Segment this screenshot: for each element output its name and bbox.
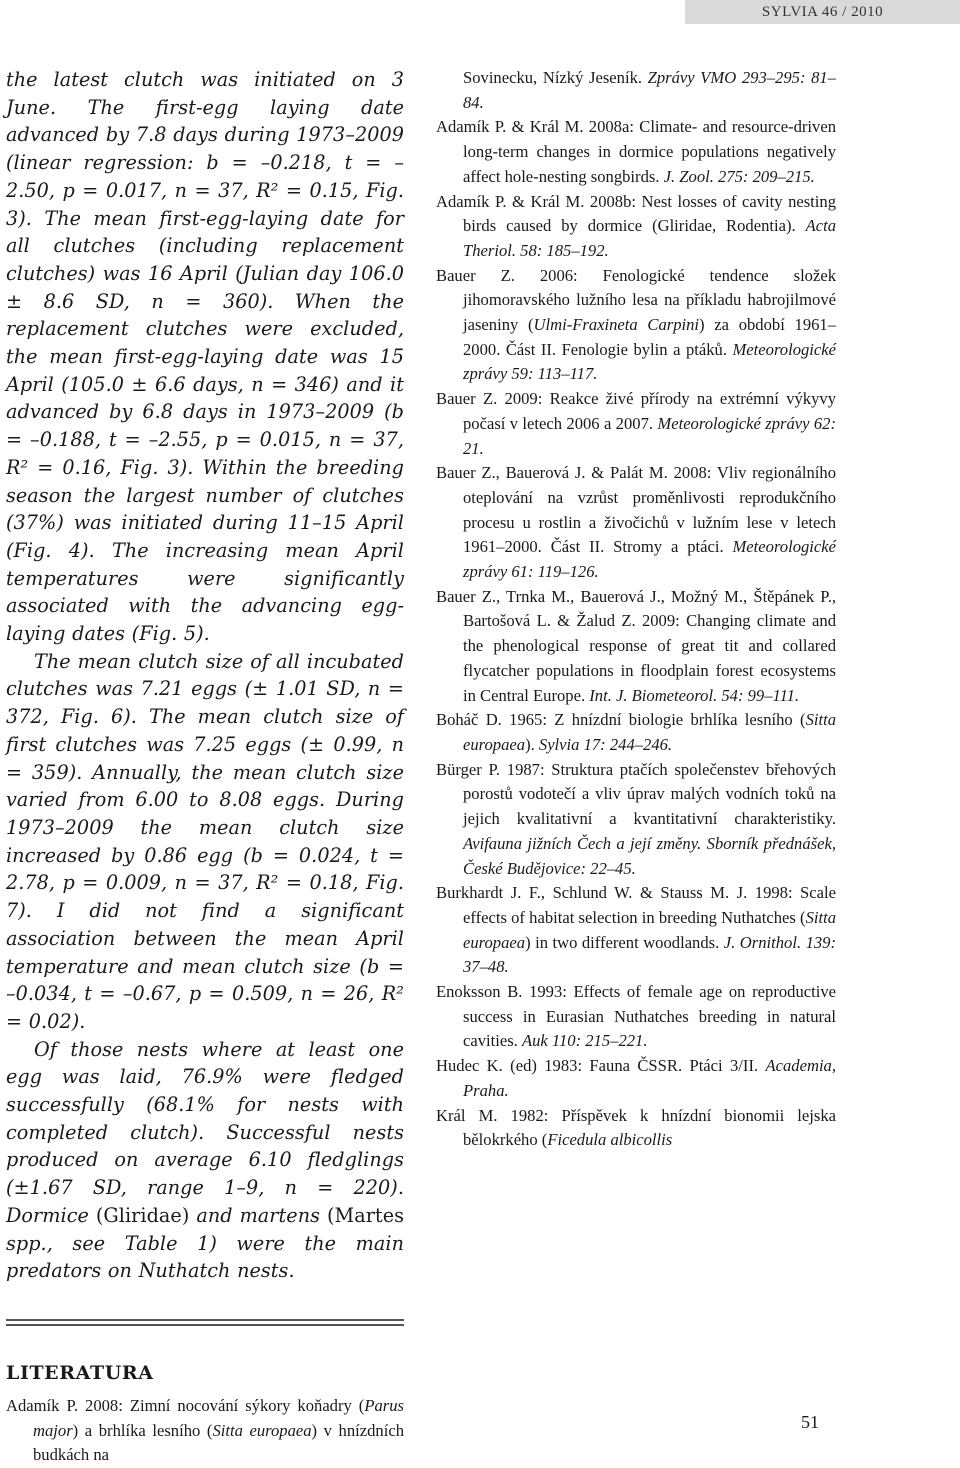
reference-kral-1982: Král M. 1982: Příspěvek k hnízdní bionomii lejska bělokrkého (Ficedula albicollis — [436, 1105, 836, 1150]
reference-enoksson-1993: Enoksson B. 1993: Effects of female age on reproductive success in Eurasian Nuthatches breeding in natural cavities. Auk 110: 215–221. — [436, 982, 836, 1051]
reference-burger-1987: Bürger P. 1987: Struktura ptačích společenstev břehových porostů vodotečí a vliv úprav malých vodních toků na jejich kvalitativní a kvantitativní charakteristiky. Avifauna jižních Čech a její změny. Sborník přednášek, České Budějovice: 22–45. — [436, 759, 836, 878]
journal-header: SYLVIA 46 / 2010 — [685, 0, 960, 24]
results-paragraph-breeding-success — [6, 1036, 404, 1285]
reference-bauer-trnka-2009: Bauer Z., Trnka M., Bauerová J., Možný M., Štěpánek P., Bartošová L. & Žalud Z. 2009: Changing climate and the phenological response of great tit and collared flycatcher populations in floodplain forest ecosystems in Central Europe. Int. J. Biometeorol. 54: 99–111. — [436, 586, 836, 705]
reference-bauer-2006: Bauer Z. 2006: Fenologické tendence složek jihomoravského lužního lesa na příkladu habrojilmové jaseniny (Ulmi-Fraxineta Carpini) za období 1961–2000. Část II. Fenologie bylin a ptáků. Meteorologické zprávy 59: 113–117. — [436, 265, 837, 384]
clutch-size-text: The mean clutch size of all incubated clutches was 7.21 eggs (± 1.01 SD, n = 372, Fig. 6). The mean clutch size of first clutches was 7.25 eggs (± 0.99, n = 359). Annually, the mean clutch size varied from 6.00 to 8.08 eggs. During 1973–2009 the mean clutch size increased by 0.86 egg (b = 0.024, t = 2.78, p = 0.009, n = 37, R² = 0.18, Fig. 7). I did not find a significant association between the mean April temperature and mean clutch size (b = –0.034, t = –0.67, p = 0.509, n = 26, R² = 0.02). — [6, 649, 404, 1033]
success-text-e: spp., see Table 1) were the main predators on Nuthatch nests. — [6, 1231, 404, 1283]
reference-burkhardt-1998: Burkhardt J. F., Schlund W. & Stauss M. J. 1998: Scale effects of habitat selection in breeding Nuthatches (Sitta europaea) in two different woodlands. J. Ornithol. 139: 37–48. — [436, 883, 837, 977]
success-text-b: (Gliridae) — [95, 1203, 190, 1227]
left-column — [6, 66, 404, 1468]
section-divider — [6, 1319, 404, 1326]
results-paragraph-clutch-size — [6, 648, 404, 1036]
literature-heading: LITERATURA — [6, 1361, 154, 1384]
success-text-a: Of those nests where at least one egg was laid, 76.9% were fledged successfully (68.1% for nests with completed clutch). Successful nests produced on average 6.10 fledglings (±1.67 SD, range 1–9, n = 220). Dormice — [6, 1037, 404, 1227]
page-number: 51 — [801, 1412, 819, 1432]
results-paragraph-egg-laying: the latest clutch was initiated on 3 June. The first-egg laying date advanced by 7.8 days during 1973–2009 (linear regression: b = –0.218, t = –2.50, p = 0.017, n = 37, R² = 0.15, Fig. 3). The mean first-egg-laying date for all clutches (including replacement clutches) was 16 April (Julian day 106.0 ± 8.6 SD, n = 360). When the replacement clutches were excluded, the mean first-egg-laying date was 15 April (105.0 ± 6.6 days, n = 346) and it advanced by 6.8 days in 1973–2009 (b = –0.188, t = –2.55, p = 0.015, n = 37, R² = 0.16, Fig. 3). Within the breeding season the largest number of clutches (37%) was initiated during 11–15 April (Fig. 4). The increasing mean April temperatures were significantly associated with the advancing egg-laying dates (Fig. 5). — [6, 68, 404, 646]
reference-adamik-2008-cont: Sovinecku, Nízký Jeseník. Zprávy VMO 293–295: 81–84. — [463, 68, 836, 112]
right-column — [436, 66, 836, 1153]
success-text-c: and martens — [189, 1203, 327, 1227]
success-text-d: (Martes — [326, 1203, 404, 1227]
reference-bohac-1965: Boháč D. 1965: Z hnízdní biologie brhlíka lesního (Sitta europaea). Sylvia 17: 244–246. — [436, 710, 836, 754]
reference-adamik-kral-2008a: Adamík P. & Král M. 2008a: Climate- and resource-driven long-term changes in dormice populations negatively affect hole-nesting songbirds. J. Zool. 275: 209–215. — [436, 117, 836, 186]
reference-hudec-1983: Hudec K. (ed) 1983: Fauna ČSSR. Ptáci 3/II. Academia, Praha. — [436, 1056, 836, 1100]
reference-adamik-2008: Adamík P. 2008: Zimní nocování sýkory koňadry (Parus major) a brhlíka lesního (Sitta europaea) v hnízdních budkách na — [6, 1395, 404, 1465]
reference-adamik-kral-2008b: Adamík P. & Král M. 2008b: Nest losses of cavity nesting birds caused by dormice (Gliridae, Rodentia). Acta Theriol. 58: 185–192. — [436, 191, 836, 260]
reference-bauer-2009: Bauer Z. 2009: Reakce živé přírody na extrémní výkyvy počasí v letech 2006 a 2007. Meteorologické zprávy 62: 21. — [436, 389, 836, 458]
reference-bauer-bauerova-palat-2008: Bauer Z., Bauerová J. & Palát M. 2008: Vliv regionálního oteplování na vzrůst proměnlivosti reprodukčního procesu u rostlin a živočichů v lužním lese v letech 1961–2000. Část II. Stromy a ptáci. Meteorologické zprávy 61: 119–126. — [436, 463, 836, 582]
